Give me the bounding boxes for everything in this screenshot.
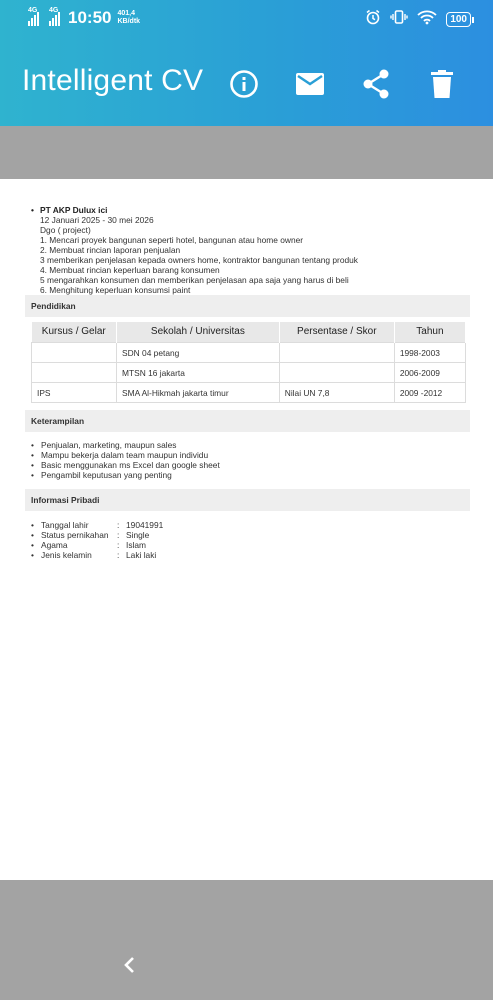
document-top-margin (0, 126, 493, 179)
info-separator: : (117, 520, 120, 530)
table-cell: Nilai UN 7,8 (279, 383, 394, 403)
clock: 10:50 (68, 8, 112, 27)
list-item: • Basic menggunakan ms Excel dan google sheet (31, 460, 220, 470)
job-duty: 1. Mencari proyek bangunan seperti hotel, bangunan atau home owner (40, 235, 304, 245)
job-role: Dgo ( project) (40, 225, 91, 235)
back-chevron-icon (122, 956, 136, 974)
cv-document[interactable] (0, 179, 493, 880)
trash-icon (431, 70, 453, 98)
toolbar-actions (211, 64, 475, 104)
list-item (31, 550, 163, 560)
mail-icon (295, 72, 325, 96)
table-cell (279, 343, 394, 363)
column-header: Tahun (394, 322, 465, 343)
app-header (0, 0, 493, 126)
skills-heading-text: Keterampilan (31, 416, 85, 426)
table-cell (32, 343, 117, 363)
table-cell: IPS (32, 383, 117, 403)
column-header: Sekolah / Universitas (117, 322, 280, 343)
info-value: Islam (126, 540, 147, 550)
education-table (31, 322, 466, 403)
navigation-bar (0, 880, 493, 1000)
sim2-label: 4G (49, 7, 59, 14)
back-button[interactable] (119, 955, 139, 975)
job-duty: 2. Membuat rincian laporan penjualan (40, 245, 181, 255)
table-cell: MTSN 16 jakarta (117, 363, 280, 383)
alarm-icon (365, 9, 381, 30)
info-icon (229, 69, 259, 99)
info-key: • Jenis kelamin (41, 550, 92, 560)
status-bar (0, 0, 493, 38)
network-speed (117, 10, 140, 26)
skills-heading (25, 410, 470, 432)
info-key: • Agama (41, 540, 68, 550)
info-key: • Tanggal lahir (41, 520, 89, 530)
wifi-icon (417, 9, 437, 30)
list-item: • Mampu bekerja dalam team maupun individu (31, 450, 220, 460)
job-duty: 5 mengarahkan konsumen dan memberikan penjelasan apa saja yang harus di beli (40, 275, 349, 285)
table-row (32, 383, 466, 403)
table-cell: SDN 04 petang (117, 343, 280, 363)
info-value: Laki laki (126, 550, 157, 560)
work-experience-entry (31, 205, 471, 295)
personal-info-heading-text: Informasi Pribadi (31, 495, 100, 505)
info-separator: : (117, 550, 120, 560)
info-separator: : (117, 540, 120, 550)
network-speed-unit: KB/dtk (117, 18, 141, 25)
signal-sim2-icon (49, 7, 60, 26)
app-title: Intelligent CV (22, 64, 204, 97)
column-header: Kursus / Gelar (32, 322, 117, 343)
list-item: • Penjualan, marketing, maupun sales (31, 440, 220, 450)
table-header-row (32, 322, 466, 343)
battery-indicator: 100 (446, 12, 471, 27)
network-speed-value: 401,4 (117, 10, 136, 17)
job-duty: 4. Membuat rincian keperluan barang konsumen (40, 265, 220, 275)
info-value: Single (126, 530, 150, 540)
skills-list (31, 440, 220, 480)
sim1-label: 4G (28, 7, 38, 14)
signal-sim1-icon (28, 7, 39, 26)
job-company: • PT AKP Dulux ici (31, 205, 471, 215)
share-icon (362, 69, 390, 99)
mail-button[interactable] (277, 64, 343, 104)
education-heading-text: Pendidikan (31, 301, 76, 311)
table-cell: SMA Al-Hikmah jakarta timur (117, 383, 280, 403)
share-button[interactable] (343, 64, 409, 104)
table-cell: 1998-2003 (394, 343, 465, 363)
job-duty: 3 memberikan penjelasan kepada owners home, kontraktor bangunan tentang produk (40, 255, 358, 265)
table-cell (32, 363, 117, 383)
info-button[interactable] (211, 64, 277, 104)
list-item (31, 520, 163, 530)
vibrate-icon (390, 9, 408, 30)
info-value: 19041991 (126, 520, 164, 530)
table-row (32, 343, 466, 363)
personal-info-list (31, 520, 163, 560)
education-heading (25, 295, 470, 317)
personal-info-heading (25, 489, 470, 511)
table-cell: 2006-2009 (394, 363, 465, 383)
list-item (31, 530, 163, 540)
job-duty: 6. Menghitung keperluan konsumsi paint (40, 285, 191, 295)
column-header: Persentase / Skor (279, 322, 394, 343)
table-cell (279, 363, 394, 383)
list-item (31, 540, 163, 550)
info-separator: : (117, 530, 120, 540)
table-row (32, 363, 466, 383)
table-cell: 2009 -2012 (394, 383, 465, 403)
list-item: • Pengambil keputusan yang penting (31, 470, 220, 480)
info-key: • Status pernikahan (41, 530, 109, 540)
job-period: 12 Januari 2025 - 30 mei 2026 (40, 215, 154, 225)
delete-button[interactable] (409, 64, 475, 104)
